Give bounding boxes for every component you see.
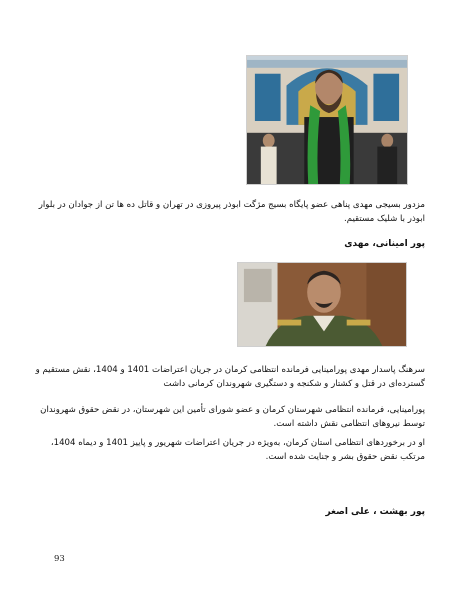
page-number: 93 xyxy=(54,554,65,564)
mourner-photo xyxy=(246,55,408,185)
paragraph-pouraminani-3: او در برخوردهای انتظامی استان کرمان، به‌ویژه در جریان اعتراضات شهریور و پاییز 1401 و دیماه 1404، مرتکب نقض حقوق بشر و جنایت شده است. xyxy=(50,438,425,462)
paragraph-panahi: مزدور بسیجی مهدی پناهی عضو پایگاه بسیج مژگت ابوذر پیروزی در تهران و قاتل ده ها تن از جوادان در بلوار ابوذر با شلیک مستقیم. xyxy=(38,200,425,224)
mourner-photo-drawing xyxy=(247,56,407,184)
officer-photo-drawing xyxy=(238,263,406,346)
paragraph-pouraminani-1: سرهنگ پاسدار مهدی پورامینایی فرمانده انتظامی کرمان در جریان اعتراضات 1401 و 1404، نقش مستقیم و گسترده‌ای در قتل و کشتار و شکنجه و دستگیری شهروندان کرمانی داشت xyxy=(35,365,425,389)
officer-photo xyxy=(237,262,407,347)
heading-pourbehesht: پور بهشت ، علی اصغر xyxy=(325,507,425,517)
paragraph-pouraminani-2: پورامینایی، فرمانده انتظامی شهرستان کرمان و عضو شورای تأمین این شهرستان، در نقض حقوق شهروندان توسط نیروهای انتظامی نقش داشته است. xyxy=(40,405,425,429)
heading-pouraminani: پور امینانی، مهدی xyxy=(344,239,425,249)
